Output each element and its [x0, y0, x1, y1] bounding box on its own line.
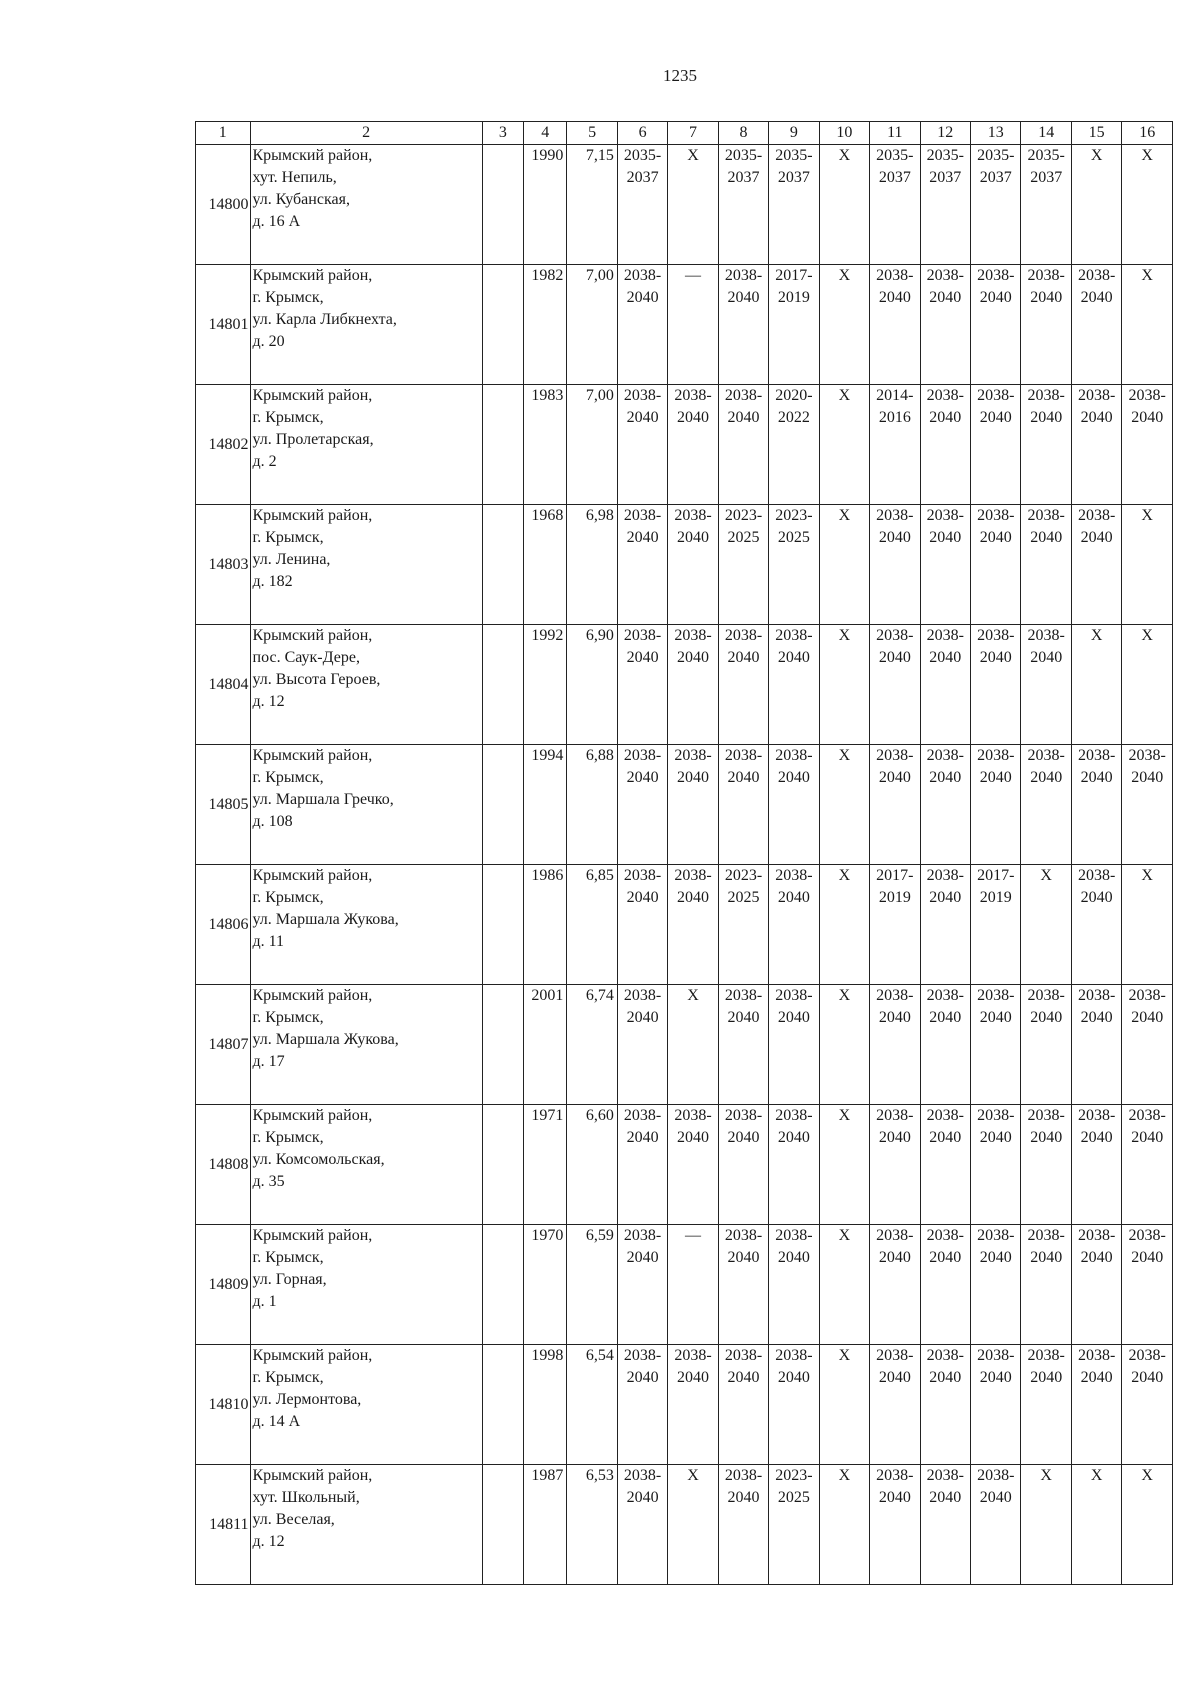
value-cell: 6,90 — [567, 625, 617, 745]
address-line: ул. Маршала Жукова, — [252, 911, 399, 928]
period-cell: 2035- 2037 — [870, 145, 920, 265]
table-row — [196, 865, 1173, 985]
table-row — [196, 745, 1173, 865]
address-line: г. Крымск, — [252, 1009, 324, 1026]
period-cell: 2038- 2040 — [971, 745, 1021, 865]
year-cell: 1971 — [524, 1105, 567, 1225]
address-line: ул. Горная, — [252, 1271, 327, 1288]
address-line: д. 1 — [252, 1293, 277, 1310]
address-line: Крымский район, — [252, 747, 373, 764]
period-cell: 2023- 2025 — [718, 865, 768, 985]
column-3-cell — [482, 1105, 523, 1225]
period-cell: — — [668, 1225, 718, 1345]
period-cell: 2038- 2040 — [1122, 1345, 1173, 1465]
period-cell: 2038- 2040 — [617, 265, 667, 385]
address-line: ул. Маршала Гречко, — [252, 791, 394, 808]
period-cell: 2038- 2040 — [617, 1345, 667, 1465]
header-cell: 10 — [819, 122, 869, 145]
period-cell: 2038- 2040 — [718, 745, 768, 865]
period-cell: 2038- 2040 — [1071, 265, 1121, 385]
period-cell: 2038- 2040 — [1021, 745, 1071, 865]
address-line: ул. Карла Либкнехта, — [252, 311, 397, 328]
period-cell: 2038- 2040 — [971, 1225, 1021, 1345]
address-line: д. 108 — [252, 813, 293, 830]
period-cell: 2038- 2040 — [617, 865, 667, 985]
period-cell: 2038- 2040 — [920, 985, 970, 1105]
address-line: ул. Кубанская, — [252, 191, 350, 208]
header-cell: 14 — [1021, 122, 1071, 145]
period-cell: 2035- 2037 — [971, 145, 1021, 265]
period-cell: 2038- 2040 — [1021, 625, 1071, 745]
period-cell: Х — [1122, 625, 1173, 745]
address-line: д. 182 — [252, 573, 293, 590]
period-cell: 2038- 2040 — [617, 385, 667, 505]
period-cell: 2038- 2040 — [617, 1225, 667, 1345]
period-cell: 2038- 2040 — [1071, 865, 1121, 985]
address-line: г. Крымск, — [252, 409, 324, 426]
address-line: Крымский район, — [252, 1107, 373, 1124]
year-cell: 1982 — [524, 265, 567, 385]
period-cell: 2038- 2040 — [870, 265, 920, 385]
header-cell: 5 — [567, 122, 617, 145]
value-cell: 6,85 — [567, 865, 617, 985]
header-cell: 16 — [1122, 122, 1173, 145]
period-cell: 2038- 2040 — [617, 505, 667, 625]
table-row — [196, 985, 1173, 1105]
address-line: г. Крымск, — [252, 529, 324, 546]
period-cell: 2038- 2040 — [1021, 505, 1071, 625]
address-line: д. 14 А — [252, 1413, 301, 1430]
value-cell: 6,59 — [567, 1225, 617, 1345]
column-3-cell — [482, 505, 523, 625]
period-cell: 2038- 2040 — [668, 1105, 718, 1225]
year-cell: 1987 — [524, 1465, 567, 1585]
header-cell: 1 — [196, 122, 251, 145]
period-cell: 2038- 2040 — [1071, 505, 1121, 625]
period-cell: 2038- 2040 — [1071, 1225, 1121, 1345]
period-cell: 2035- 2037 — [1021, 145, 1071, 265]
period-cell: Х — [1071, 625, 1121, 745]
period-cell: 2038- 2040 — [971, 1345, 1021, 1465]
address-line: г. Крымск, — [252, 1249, 324, 1266]
address-line: Крымский район, — [252, 1227, 373, 1244]
period-cell: Х — [819, 865, 869, 985]
period-cell: 2038- 2040 — [769, 1225, 819, 1345]
address-line: г. Крымск, — [252, 769, 324, 786]
address-cell — [250, 1225, 482, 1345]
header-cell: 3 — [482, 122, 523, 145]
period-cell: 2017- 2019 — [769, 265, 819, 385]
period-cell: Х — [668, 145, 718, 265]
value-cell: 6,74 — [567, 985, 617, 1105]
value-cell: 7,00 — [567, 265, 617, 385]
period-cell: Х — [819, 385, 869, 505]
address-line: Крымский район, — [252, 867, 373, 884]
year-cell: 1983 — [524, 385, 567, 505]
value-cell: 6,98 — [567, 505, 617, 625]
address-line: ул. Высота Героев, — [252, 671, 381, 688]
record-id: 14804 — [196, 625, 251, 745]
value-cell: 6,88 — [567, 745, 617, 865]
column-3-cell — [482, 265, 523, 385]
period-cell: Х — [819, 985, 869, 1105]
record-id: 14803 — [196, 505, 251, 625]
year-cell: 1968 — [524, 505, 567, 625]
period-cell: 2023- 2025 — [769, 505, 819, 625]
address-line: ул. Пролетарская, — [252, 431, 374, 448]
period-cell: 2038- 2040 — [718, 625, 768, 745]
period-cell: 2038- 2040 — [668, 505, 718, 625]
period-cell: 2038- 2040 — [920, 1465, 970, 1585]
header-cell: 7 — [668, 122, 718, 145]
record-id: 14805 — [196, 745, 251, 865]
period-cell: 2038- 2040 — [920, 1225, 970, 1345]
table-row — [196, 1225, 1173, 1345]
column-3-cell — [482, 1345, 523, 1465]
address-line: Крымский район, — [252, 267, 373, 284]
address-line: ул. Маршала Жукова, — [252, 1031, 399, 1048]
page-number: 1235 — [663, 66, 697, 85]
period-cell: 2038- 2040 — [1122, 385, 1173, 505]
period-cell: 2038- 2040 — [971, 985, 1021, 1105]
address-line: хут. Школьный, — [252, 1489, 360, 1506]
period-cell: 2038- 2040 — [1071, 1345, 1121, 1465]
value-cell: 6,53 — [567, 1465, 617, 1585]
period-cell: 2038- 2040 — [1071, 745, 1121, 865]
period-cell: 2038- 2040 — [718, 985, 768, 1105]
address-line: г. Крымск, — [252, 289, 324, 306]
period-cell: 2038- 2040 — [769, 985, 819, 1105]
period-cell: Х — [819, 505, 869, 625]
period-cell: Х — [1071, 145, 1121, 265]
period-cell: 2038- 2040 — [769, 865, 819, 985]
address-line: д. 11 — [252, 933, 285, 950]
address-cell — [250, 865, 482, 985]
period-cell: 2038- 2040 — [668, 745, 718, 865]
address-cell — [250, 625, 482, 745]
address-line: д. 2 — [252, 453, 277, 470]
year-cell: 1986 — [524, 865, 567, 985]
period-cell: Х — [819, 1225, 869, 1345]
header-row — [196, 122, 1173, 145]
period-cell: Х — [668, 985, 718, 1105]
header-cell: 13 — [971, 122, 1021, 145]
address-cell — [250, 1105, 482, 1225]
period-cell: 2038- 2040 — [870, 1105, 920, 1225]
address-line: Крымский район, — [252, 987, 373, 1004]
period-cell: 2038- 2040 — [617, 625, 667, 745]
period-cell: Х — [1122, 1465, 1173, 1585]
record-id: 14810 — [196, 1345, 251, 1465]
period-cell: 2038- 2040 — [668, 865, 718, 985]
address-line: д. 35 — [252, 1173, 285, 1190]
period-cell: 2020- 2022 — [769, 385, 819, 505]
period-cell: 2038- 2040 — [920, 505, 970, 625]
period-cell: 2038- 2040 — [1122, 745, 1173, 865]
address-cell — [250, 505, 482, 625]
value-cell: 6,60 — [567, 1105, 617, 1225]
period-cell: 2038- 2040 — [870, 505, 920, 625]
year-cell: 1970 — [524, 1225, 567, 1345]
period-cell: 2038- 2040 — [617, 1105, 667, 1225]
address-cell — [250, 1465, 482, 1585]
period-cell: 2038- 2040 — [1021, 985, 1071, 1105]
header-cell: 4 — [524, 122, 567, 145]
header-cell: 15 — [1071, 122, 1121, 145]
value-cell: 7,00 — [567, 385, 617, 505]
period-cell: 2035- 2037 — [769, 145, 819, 265]
record-id: 14809 — [196, 1225, 251, 1345]
column-3-cell — [482, 145, 523, 265]
period-cell: Х — [1021, 865, 1071, 985]
header-cell: 12 — [920, 122, 970, 145]
address-line: д. 17 — [252, 1053, 285, 1070]
record-id: 14806 — [196, 865, 251, 985]
period-cell: 2038- 2040 — [617, 745, 667, 865]
period-cell: 2035- 2037 — [617, 145, 667, 265]
period-cell: 2038- 2040 — [718, 1225, 768, 1345]
period-cell: 2035- 2037 — [718, 145, 768, 265]
address-line: Крымский район, — [252, 507, 373, 524]
period-cell: Х — [819, 265, 869, 385]
address-line: Крымский район, — [252, 387, 373, 404]
value-cell: 6,54 — [567, 1345, 617, 1465]
period-cell: 2038- 2040 — [718, 1465, 768, 1585]
column-3-cell — [482, 1225, 523, 1345]
period-cell: 2038- 2040 — [1021, 1105, 1071, 1225]
address-line: Крымский район, — [252, 1467, 373, 1484]
year-cell: 1994 — [524, 745, 567, 865]
period-cell: 2038- 2040 — [920, 625, 970, 745]
period-cell: 2038- 2040 — [870, 625, 920, 745]
header-cell: 9 — [769, 122, 819, 145]
address-line: ул. Комсомольская, — [252, 1151, 385, 1168]
address-line: д. 12 — [252, 693, 285, 710]
table-row — [196, 385, 1173, 505]
address-line: Крымский район, — [252, 147, 373, 164]
period-cell: 2038- 2040 — [769, 745, 819, 865]
period-cell: Х — [819, 1105, 869, 1225]
column-3-cell — [482, 985, 523, 1105]
period-cell: 2038- 2040 — [718, 265, 768, 385]
period-cell: Х — [1071, 1465, 1121, 1585]
period-cell: Х — [668, 1465, 718, 1585]
period-cell: 2038- 2040 — [668, 1345, 718, 1465]
period-cell: 2038- 2040 — [920, 1345, 970, 1465]
period-cell: 2038- 2040 — [920, 865, 970, 985]
table-row — [196, 265, 1173, 385]
period-cell: 2038- 2040 — [920, 265, 970, 385]
period-cell: 2038- 2040 — [971, 625, 1021, 745]
period-cell: Х — [819, 145, 869, 265]
address-line: г. Крымск, — [252, 1369, 324, 1386]
address-line: г. Крымск, — [252, 1129, 324, 1146]
period-cell: 2038- 2040 — [769, 1345, 819, 1465]
column-3-cell — [482, 385, 523, 505]
table-row — [196, 505, 1173, 625]
period-cell: 2038- 2040 — [920, 1105, 970, 1225]
period-cell: Х — [1021, 1465, 1071, 1585]
period-cell: 2038- 2040 — [920, 745, 970, 865]
address-cell — [250, 385, 482, 505]
period-cell: 2038- 2040 — [971, 385, 1021, 505]
record-id: 14802 — [196, 385, 251, 505]
period-cell: 2038- 2040 — [1122, 1225, 1173, 1345]
year-cell: 1992 — [524, 625, 567, 745]
period-cell: 2038- 2040 — [971, 1105, 1021, 1225]
period-cell: 2038- 2040 — [971, 265, 1021, 385]
period-cell: 2023- 2025 — [718, 505, 768, 625]
table-row — [196, 145, 1173, 265]
period-cell: 2038- 2040 — [1071, 985, 1121, 1105]
period-cell: 2038- 2040 — [617, 1465, 667, 1585]
period-cell: 2038- 2040 — [1071, 1105, 1121, 1225]
period-cell: Х — [819, 745, 869, 865]
column-3-cell — [482, 625, 523, 745]
year-cell: 2001 — [524, 985, 567, 1105]
period-cell: 2038- 2040 — [870, 745, 920, 865]
record-id: 14807 — [196, 985, 251, 1105]
table-body — [196, 145, 1173, 1585]
period-cell: 2017- 2019 — [971, 865, 1021, 985]
address-line: г. Крымск, — [252, 889, 324, 906]
address-cell — [250, 145, 482, 265]
column-3-cell — [482, 1465, 523, 1585]
table-row — [196, 1105, 1173, 1225]
address-cell — [250, 265, 482, 385]
period-cell: 2038- 2040 — [1122, 1105, 1173, 1225]
period-cell: 2035- 2037 — [920, 145, 970, 265]
address-line: ул. Лермонтова, — [252, 1391, 362, 1408]
period-cell: 2038- 2040 — [718, 385, 768, 505]
period-cell: 2014- 2016 — [870, 385, 920, 505]
period-cell: 2038- 2040 — [870, 985, 920, 1105]
header-cell: 8 — [718, 122, 768, 145]
period-cell: 2038- 2040 — [617, 985, 667, 1105]
period-cell: Х — [1122, 145, 1173, 265]
period-cell: Х — [1122, 505, 1173, 625]
address-line: д. 16 А — [252, 213, 301, 230]
address-cell — [250, 1345, 482, 1465]
column-3-cell — [482, 745, 523, 865]
period-cell: 2038- 2040 — [1021, 265, 1071, 385]
address-line: хут. Непиль, — [252, 169, 337, 186]
period-cell: 2038- 2040 — [718, 1105, 768, 1225]
header-cell: 11 — [870, 122, 920, 145]
period-cell: Х — [819, 1345, 869, 1465]
period-cell: 2023- 2025 — [769, 1465, 819, 1585]
period-cell: 2038- 2040 — [769, 625, 819, 745]
period-cell: Х — [819, 1465, 869, 1585]
period-cell: 2038- 2040 — [1021, 385, 1071, 505]
address-line: ул. Веселая, — [252, 1511, 335, 1528]
period-cell: Х — [819, 625, 869, 745]
period-cell: — — [668, 265, 718, 385]
period-cell: 2038- 2040 — [920, 385, 970, 505]
period-cell: 2038- 2040 — [769, 1105, 819, 1225]
column-3-cell — [482, 865, 523, 985]
record-id: 14811 — [196, 1465, 251, 1585]
period-cell: 2038- 2040 — [971, 505, 1021, 625]
period-cell: 2038- 2040 — [1021, 1345, 1071, 1465]
period-cell: 2038- 2040 — [1122, 985, 1173, 1105]
header-cell: 2 — [250, 122, 482, 145]
period-cell: Х — [1122, 865, 1173, 985]
address-line: пос. Саук-Дере, — [252, 649, 360, 666]
table-row — [196, 1465, 1173, 1585]
record-id: 14801 — [196, 265, 251, 385]
period-cell: 2038- 2040 — [971, 1465, 1021, 1585]
value-cell: 7,15 — [567, 145, 617, 265]
period-cell: 2038- 2040 — [870, 1345, 920, 1465]
registry-table — [195, 121, 1173, 1585]
period-cell: 2038- 2040 — [668, 625, 718, 745]
record-id: 14808 — [196, 1105, 251, 1225]
period-cell: 2038- 2040 — [870, 1465, 920, 1585]
address-line: д. 20 — [252, 333, 285, 350]
period-cell: Х — [1122, 265, 1173, 385]
period-cell: 2038- 2040 — [668, 385, 718, 505]
record-id: 14800 — [196, 145, 251, 265]
address-line: Крымский район, — [252, 627, 373, 644]
period-cell: 2017- 2019 — [870, 865, 920, 985]
header-cell: 6 — [617, 122, 667, 145]
year-cell: 1990 — [524, 145, 567, 265]
period-cell: 2038- 2040 — [718, 1345, 768, 1465]
period-cell: 2038- 2040 — [870, 1225, 920, 1345]
address-line: ул. Ленина, — [252, 551, 331, 568]
address-line: д. 12 — [252, 1533, 285, 1550]
period-cell: 2038- 2040 — [1021, 1225, 1071, 1345]
table-row — [196, 625, 1173, 745]
address-cell — [250, 985, 482, 1105]
address-line: Крымский район, — [252, 1347, 373, 1364]
address-cell — [250, 745, 482, 865]
period-cell: 2038- 2040 — [1071, 385, 1121, 505]
table-row — [196, 1345, 1173, 1465]
year-cell: 1998 — [524, 1345, 567, 1465]
